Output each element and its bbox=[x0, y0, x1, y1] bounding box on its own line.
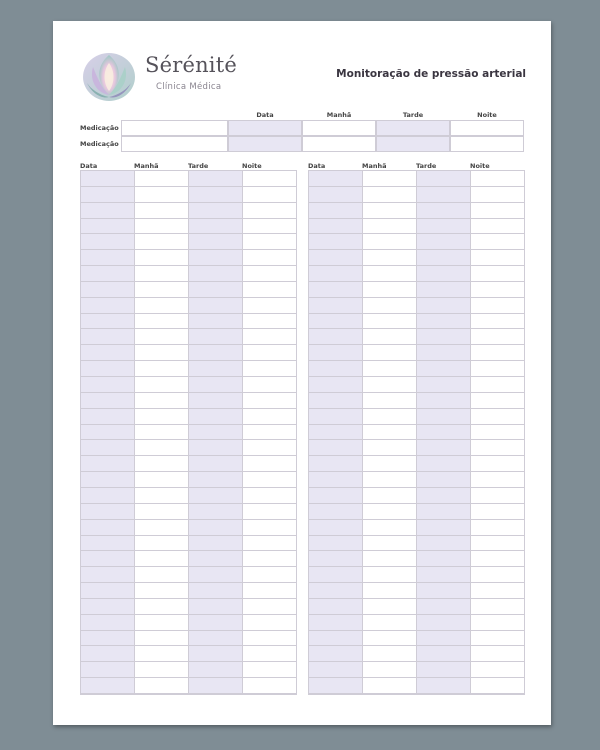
brand-subtitle: Clínica Médica bbox=[156, 82, 222, 92]
log-cell[interactable] bbox=[135, 646, 189, 662]
log-cell[interactable] bbox=[135, 520, 189, 536]
page-title: Monitoração de pressão arterial bbox=[336, 68, 526, 80]
log-cell[interactable] bbox=[81, 440, 135, 456]
log-cell[interactable] bbox=[363, 203, 417, 219]
log-cell[interactable] bbox=[135, 631, 189, 647]
log-cell[interactable] bbox=[81, 488, 135, 504]
log-cell[interactable] bbox=[243, 298, 296, 314]
log-cell[interactable] bbox=[363, 456, 417, 472]
log-cell[interactable] bbox=[309, 678, 363, 694]
log-cell[interactable] bbox=[471, 409, 524, 425]
log-cell[interactable] bbox=[243, 440, 296, 456]
log-cell[interactable] bbox=[189, 504, 243, 520]
log-cell[interactable] bbox=[363, 219, 417, 235]
log-cell[interactable] bbox=[309, 551, 363, 567]
log-cell[interactable] bbox=[189, 631, 243, 647]
log-cell[interactable] bbox=[471, 520, 524, 536]
log-cell[interactable] bbox=[81, 219, 135, 235]
log-cell[interactable] bbox=[417, 203, 471, 219]
log-cell[interactable] bbox=[471, 456, 524, 472]
medication-entry-field[interactable] bbox=[302, 136, 376, 152]
log-cell[interactable] bbox=[309, 409, 363, 425]
log-cell[interactable] bbox=[363, 377, 417, 393]
log-cell[interactable] bbox=[243, 567, 296, 583]
log-cell[interactable] bbox=[81, 551, 135, 567]
log-cell[interactable] bbox=[189, 377, 243, 393]
log-cell[interactable] bbox=[417, 488, 471, 504]
log-cell[interactable] bbox=[135, 187, 189, 203]
log-cell[interactable] bbox=[135, 488, 189, 504]
log-cell[interactable] bbox=[81, 393, 135, 409]
log-cell[interactable] bbox=[417, 345, 471, 361]
log-cell[interactable] bbox=[471, 440, 524, 456]
medication-header-tarde: Tarde bbox=[402, 111, 424, 119]
log-cell[interactable] bbox=[243, 361, 296, 377]
log-cell[interactable] bbox=[81, 234, 135, 250]
log-cell[interactable] bbox=[243, 377, 296, 393]
medication-name-field[interactable] bbox=[121, 136, 228, 152]
log-cell[interactable] bbox=[189, 282, 243, 298]
log-cell[interactable] bbox=[363, 314, 417, 330]
log-cell[interactable] bbox=[189, 329, 243, 345]
log-cell[interactable] bbox=[243, 662, 296, 678]
log-cell[interactable] bbox=[309, 361, 363, 377]
log-cell[interactable] bbox=[417, 314, 471, 330]
log-cell[interactable] bbox=[363, 250, 417, 266]
log-cell[interactable] bbox=[417, 662, 471, 678]
log-cell[interactable] bbox=[189, 345, 243, 361]
log-cell[interactable] bbox=[189, 567, 243, 583]
log-cell[interactable] bbox=[81, 567, 135, 583]
log-cell[interactable] bbox=[243, 615, 296, 631]
log-cell[interactable] bbox=[81, 583, 135, 599]
log-cell[interactable] bbox=[417, 440, 471, 456]
log-cell[interactable] bbox=[243, 282, 296, 298]
log-cell[interactable] bbox=[471, 314, 524, 330]
log-cell[interactable] bbox=[309, 187, 363, 203]
log-cell[interactable] bbox=[189, 298, 243, 314]
log-cell[interactable] bbox=[81, 631, 135, 647]
log-cell[interactable] bbox=[81, 646, 135, 662]
log-cell[interactable] bbox=[309, 583, 363, 599]
log-cell[interactable] bbox=[189, 409, 243, 425]
log-cell[interactable] bbox=[363, 361, 417, 377]
log-cell[interactable] bbox=[309, 377, 363, 393]
log-cell[interactable] bbox=[243, 203, 296, 219]
left-header-data: Data bbox=[80, 162, 98, 170]
log-cell[interactable] bbox=[417, 219, 471, 235]
log-cell[interactable] bbox=[135, 425, 189, 441]
left-header-manha: Manhã bbox=[134, 162, 159, 170]
log-cell[interactable] bbox=[81, 171, 135, 187]
log-cell[interactable] bbox=[417, 504, 471, 520]
log-cell[interactable] bbox=[417, 536, 471, 552]
log-cell[interactable] bbox=[189, 551, 243, 567]
log-cell[interactable] bbox=[243, 456, 296, 472]
log-cell[interactable] bbox=[189, 488, 243, 504]
log-cell[interactable] bbox=[471, 234, 524, 250]
log-cell[interactable] bbox=[363, 599, 417, 615]
log-cell[interactable] bbox=[189, 536, 243, 552]
log-cell[interactable] bbox=[471, 361, 524, 377]
log-cell[interactable] bbox=[135, 266, 189, 282]
log-cell[interactable] bbox=[309, 599, 363, 615]
log-cell[interactable] bbox=[189, 456, 243, 472]
log-cell[interactable] bbox=[309, 266, 363, 282]
log-cell[interactable] bbox=[417, 567, 471, 583]
log-cell[interactable] bbox=[243, 393, 296, 409]
log-cell[interactable] bbox=[363, 536, 417, 552]
log-cell[interactable] bbox=[471, 599, 524, 615]
log-cell[interactable] bbox=[243, 187, 296, 203]
log-cell[interactable] bbox=[81, 345, 135, 361]
log-cell[interactable] bbox=[189, 234, 243, 250]
log-cell[interactable] bbox=[363, 662, 417, 678]
log-cell[interactable] bbox=[81, 678, 135, 694]
log-cell[interactable] bbox=[363, 504, 417, 520]
log-cell[interactable] bbox=[189, 678, 243, 694]
log-cell[interactable] bbox=[243, 171, 296, 187]
log-cell[interactable] bbox=[135, 250, 189, 266]
log-cell[interactable] bbox=[243, 536, 296, 552]
log-cell[interactable] bbox=[309, 504, 363, 520]
log-cell[interactable] bbox=[243, 314, 296, 330]
log-cell[interactable] bbox=[471, 298, 524, 314]
log-cell[interactable] bbox=[135, 234, 189, 250]
log-cell[interactable] bbox=[309, 314, 363, 330]
log-cell[interactable] bbox=[189, 219, 243, 235]
log-cell[interactable] bbox=[309, 203, 363, 219]
log-cell[interactable] bbox=[471, 425, 524, 441]
log-cell[interactable] bbox=[81, 361, 135, 377]
log-cell[interactable] bbox=[417, 615, 471, 631]
log-cell[interactable] bbox=[81, 662, 135, 678]
log-cell[interactable] bbox=[243, 250, 296, 266]
log-cell[interactable] bbox=[189, 314, 243, 330]
log-cell[interactable] bbox=[363, 440, 417, 456]
log-cell[interactable] bbox=[243, 583, 296, 599]
log-cell[interactable] bbox=[135, 171, 189, 187]
medication-row-label: Medicação bbox=[80, 124, 119, 132]
log-cell[interactable] bbox=[135, 599, 189, 615]
log-cell[interactable] bbox=[81, 520, 135, 536]
log-cell[interactable] bbox=[135, 536, 189, 552]
log-cell[interactable] bbox=[189, 599, 243, 615]
log-cell[interactable] bbox=[189, 203, 243, 219]
log-cell[interactable] bbox=[471, 393, 524, 409]
log-cell[interactable] bbox=[471, 662, 524, 678]
log-cell[interactable] bbox=[189, 187, 243, 203]
medication-entry-field[interactable] bbox=[450, 120, 524, 136]
medication-entry-field[interactable] bbox=[228, 120, 302, 136]
log-cell[interactable] bbox=[135, 456, 189, 472]
log-cell[interactable] bbox=[135, 219, 189, 235]
log-cell[interactable] bbox=[417, 234, 471, 250]
log-cell[interactable] bbox=[309, 615, 363, 631]
medication-name-field[interactable] bbox=[121, 120, 228, 136]
log-cell[interactable] bbox=[309, 520, 363, 536]
log-cell[interactable] bbox=[189, 171, 243, 187]
log-cell[interactable] bbox=[363, 646, 417, 662]
left-header-tarde: Tarde bbox=[188, 162, 209, 170]
medication-entry-field[interactable] bbox=[376, 120, 450, 136]
log-cell[interactable] bbox=[135, 567, 189, 583]
log-cell[interactable] bbox=[81, 599, 135, 615]
log-cell[interactable] bbox=[135, 504, 189, 520]
medication-entry-field[interactable] bbox=[302, 120, 376, 136]
log-cell[interactable] bbox=[81, 536, 135, 552]
log-cell[interactable] bbox=[81, 456, 135, 472]
log-cell[interactable] bbox=[417, 361, 471, 377]
log-cell[interactable] bbox=[417, 551, 471, 567]
log-cell[interactable] bbox=[135, 409, 189, 425]
log-cell[interactable] bbox=[309, 440, 363, 456]
right-header-data: Data bbox=[308, 162, 326, 170]
log-cell[interactable] bbox=[309, 646, 363, 662]
log-cell[interactable] bbox=[471, 266, 524, 282]
log-cell[interactable] bbox=[81, 425, 135, 441]
log-cell[interactable] bbox=[471, 329, 524, 345]
lotus-logo bbox=[81, 47, 137, 103]
document-page bbox=[53, 21, 551, 725]
log-cell[interactable] bbox=[81, 504, 135, 520]
log-cell[interactable] bbox=[417, 520, 471, 536]
log-cell[interactable] bbox=[309, 345, 363, 361]
log-cell[interactable] bbox=[81, 409, 135, 425]
log-cell[interactable] bbox=[81, 615, 135, 631]
log-cell[interactable] bbox=[189, 646, 243, 662]
log-cell[interactable] bbox=[471, 219, 524, 235]
log-cell[interactable] bbox=[81, 250, 135, 266]
log-cell[interactable] bbox=[81, 282, 135, 298]
log-cell[interactable] bbox=[363, 472, 417, 488]
log-cell[interactable] bbox=[363, 282, 417, 298]
log-cell[interactable] bbox=[363, 583, 417, 599]
log-cell[interactable] bbox=[243, 488, 296, 504]
log-cell[interactable] bbox=[363, 520, 417, 536]
log-cell[interactable] bbox=[363, 631, 417, 647]
medication-entry-field[interactable] bbox=[228, 136, 302, 152]
log-cell[interactable] bbox=[417, 599, 471, 615]
log-cell[interactable] bbox=[309, 472, 363, 488]
log-cell[interactable] bbox=[363, 678, 417, 694]
log-cell[interactable] bbox=[471, 282, 524, 298]
log-cell[interactable] bbox=[363, 187, 417, 203]
log-cell[interactable] bbox=[309, 425, 363, 441]
log-cell[interactable] bbox=[417, 377, 471, 393]
log-cell[interactable] bbox=[243, 646, 296, 662]
log-cell[interactable] bbox=[417, 678, 471, 694]
log-cell[interactable] bbox=[243, 234, 296, 250]
log-cell[interactable] bbox=[363, 298, 417, 314]
log-cell[interactable] bbox=[309, 536, 363, 552]
medication-header-noite: Noite bbox=[477, 111, 497, 119]
log-cell[interactable] bbox=[417, 329, 471, 345]
log-cell[interactable] bbox=[471, 250, 524, 266]
log-cell[interactable] bbox=[135, 361, 189, 377]
log-cell[interactable] bbox=[135, 615, 189, 631]
log-cell[interactable] bbox=[309, 393, 363, 409]
log-cell[interactable] bbox=[189, 472, 243, 488]
log-cell[interactable] bbox=[81, 203, 135, 219]
log-cell[interactable] bbox=[417, 472, 471, 488]
log-cell[interactable] bbox=[189, 520, 243, 536]
log-cell[interactable] bbox=[135, 282, 189, 298]
log-cell[interactable] bbox=[471, 187, 524, 203]
log-cell[interactable] bbox=[417, 171, 471, 187]
log-cell[interactable] bbox=[243, 520, 296, 536]
log-cell[interactable] bbox=[363, 393, 417, 409]
log-cell[interactable] bbox=[81, 472, 135, 488]
log-cell[interactable] bbox=[135, 551, 189, 567]
log-cell[interactable] bbox=[135, 678, 189, 694]
log-cell[interactable] bbox=[81, 314, 135, 330]
log-cell[interactable] bbox=[135, 377, 189, 393]
log-cell[interactable] bbox=[189, 662, 243, 678]
log-cell[interactable] bbox=[309, 234, 363, 250]
right-header-tarde: Tarde bbox=[416, 162, 437, 170]
log-cell[interactable] bbox=[363, 171, 417, 187]
log-cell[interactable] bbox=[471, 472, 524, 488]
left-header-noite: Noite bbox=[242, 162, 262, 170]
log-cell[interactable] bbox=[309, 298, 363, 314]
log-cell[interactable] bbox=[471, 678, 524, 694]
log-cell[interactable] bbox=[189, 361, 243, 377]
medication-entry-field[interactable] bbox=[376, 136, 450, 152]
log-cell[interactable] bbox=[189, 250, 243, 266]
right-header-noite: Noite bbox=[470, 162, 490, 170]
log-cell[interactable] bbox=[417, 583, 471, 599]
log-cell[interactable] bbox=[363, 409, 417, 425]
log-cell[interactable] bbox=[471, 583, 524, 599]
log-cell[interactable] bbox=[417, 409, 471, 425]
log-cell[interactable] bbox=[243, 678, 296, 694]
log-cell[interactable] bbox=[363, 266, 417, 282]
log-cell[interactable] bbox=[471, 345, 524, 361]
log-cell[interactable] bbox=[471, 488, 524, 504]
medication-header-manha: Manhã bbox=[326, 111, 352, 119]
log-cell[interactable] bbox=[363, 615, 417, 631]
log-cell[interactable] bbox=[309, 488, 363, 504]
log-cell[interactable] bbox=[471, 171, 524, 187]
log-cell[interactable] bbox=[309, 662, 363, 678]
log-cell[interactable] bbox=[471, 615, 524, 631]
log-cell[interactable] bbox=[243, 599, 296, 615]
log-cell[interactable] bbox=[243, 409, 296, 425]
log-cell[interactable] bbox=[417, 425, 471, 441]
log-cell[interactable] bbox=[363, 234, 417, 250]
log-cell[interactable] bbox=[81, 377, 135, 393]
log-cell[interactable] bbox=[243, 551, 296, 567]
log-cell[interactable] bbox=[243, 504, 296, 520]
log-cell[interactable] bbox=[189, 440, 243, 456]
log-cell[interactable] bbox=[189, 583, 243, 599]
log-cell[interactable] bbox=[363, 329, 417, 345]
medication-entry-field[interactable] bbox=[450, 136, 524, 152]
log-cell[interactable] bbox=[135, 440, 189, 456]
log-cell[interactable] bbox=[309, 219, 363, 235]
log-cell[interactable] bbox=[135, 345, 189, 361]
log-cell[interactable] bbox=[243, 472, 296, 488]
right-log-table bbox=[308, 170, 525, 695]
medication-row-label: Medicação bbox=[80, 140, 119, 148]
log-cell[interactable] bbox=[309, 171, 363, 187]
log-cell[interactable] bbox=[189, 615, 243, 631]
log-cell[interactable] bbox=[243, 329, 296, 345]
log-cell[interactable] bbox=[309, 282, 363, 298]
log-cell[interactable] bbox=[417, 631, 471, 647]
log-cell[interactable] bbox=[81, 266, 135, 282]
log-cell[interactable] bbox=[309, 329, 363, 345]
log-cell[interactable] bbox=[243, 425, 296, 441]
log-cell[interactable] bbox=[417, 250, 471, 266]
log-cell[interactable] bbox=[309, 456, 363, 472]
log-cell[interactable] bbox=[135, 298, 189, 314]
log-cell[interactable] bbox=[135, 203, 189, 219]
log-cell[interactable] bbox=[81, 329, 135, 345]
log-cell[interactable] bbox=[135, 314, 189, 330]
log-cell[interactable] bbox=[363, 345, 417, 361]
log-cell[interactable] bbox=[189, 425, 243, 441]
log-cell[interactable] bbox=[417, 282, 471, 298]
log-cell[interactable] bbox=[243, 345, 296, 361]
log-cell[interactable] bbox=[471, 631, 524, 647]
log-cell[interactable] bbox=[471, 504, 524, 520]
left-log-table bbox=[80, 170, 297, 695]
log-cell[interactable] bbox=[135, 393, 189, 409]
log-cell[interactable] bbox=[189, 393, 243, 409]
log-cell[interactable] bbox=[243, 266, 296, 282]
log-cell[interactable] bbox=[135, 662, 189, 678]
log-cell[interactable] bbox=[309, 250, 363, 266]
log-cell[interactable] bbox=[243, 631, 296, 647]
log-cell[interactable] bbox=[471, 536, 524, 552]
log-cell[interactable] bbox=[471, 377, 524, 393]
log-cell[interactable] bbox=[363, 567, 417, 583]
log-cell[interactable] bbox=[417, 266, 471, 282]
log-cell[interactable] bbox=[363, 425, 417, 441]
log-cell[interactable] bbox=[471, 646, 524, 662]
log-cell[interactable] bbox=[417, 298, 471, 314]
log-cell[interactable] bbox=[81, 187, 135, 203]
log-cell[interactable] bbox=[471, 551, 524, 567]
log-cell[interactable] bbox=[189, 266, 243, 282]
right-header-manha: Manhã bbox=[362, 162, 387, 170]
log-cell[interactable] bbox=[417, 393, 471, 409]
log-cell[interactable] bbox=[243, 219, 296, 235]
log-cell[interactable] bbox=[471, 567, 524, 583]
log-cell[interactable] bbox=[81, 298, 135, 314]
log-cell[interactable] bbox=[363, 488, 417, 504]
log-cell[interactable] bbox=[363, 551, 417, 567]
log-cell[interactable] bbox=[135, 329, 189, 345]
log-cell[interactable] bbox=[309, 631, 363, 647]
log-cell[interactable] bbox=[417, 187, 471, 203]
log-cell[interactable] bbox=[135, 472, 189, 488]
log-cell[interactable] bbox=[417, 646, 471, 662]
log-cell[interactable] bbox=[135, 583, 189, 599]
brand-name: Sérénité bbox=[145, 53, 237, 77]
log-cell[interactable] bbox=[417, 456, 471, 472]
log-cell[interactable] bbox=[309, 567, 363, 583]
medication-header-data: Data bbox=[256, 111, 274, 119]
log-cell[interactable] bbox=[471, 203, 524, 219]
